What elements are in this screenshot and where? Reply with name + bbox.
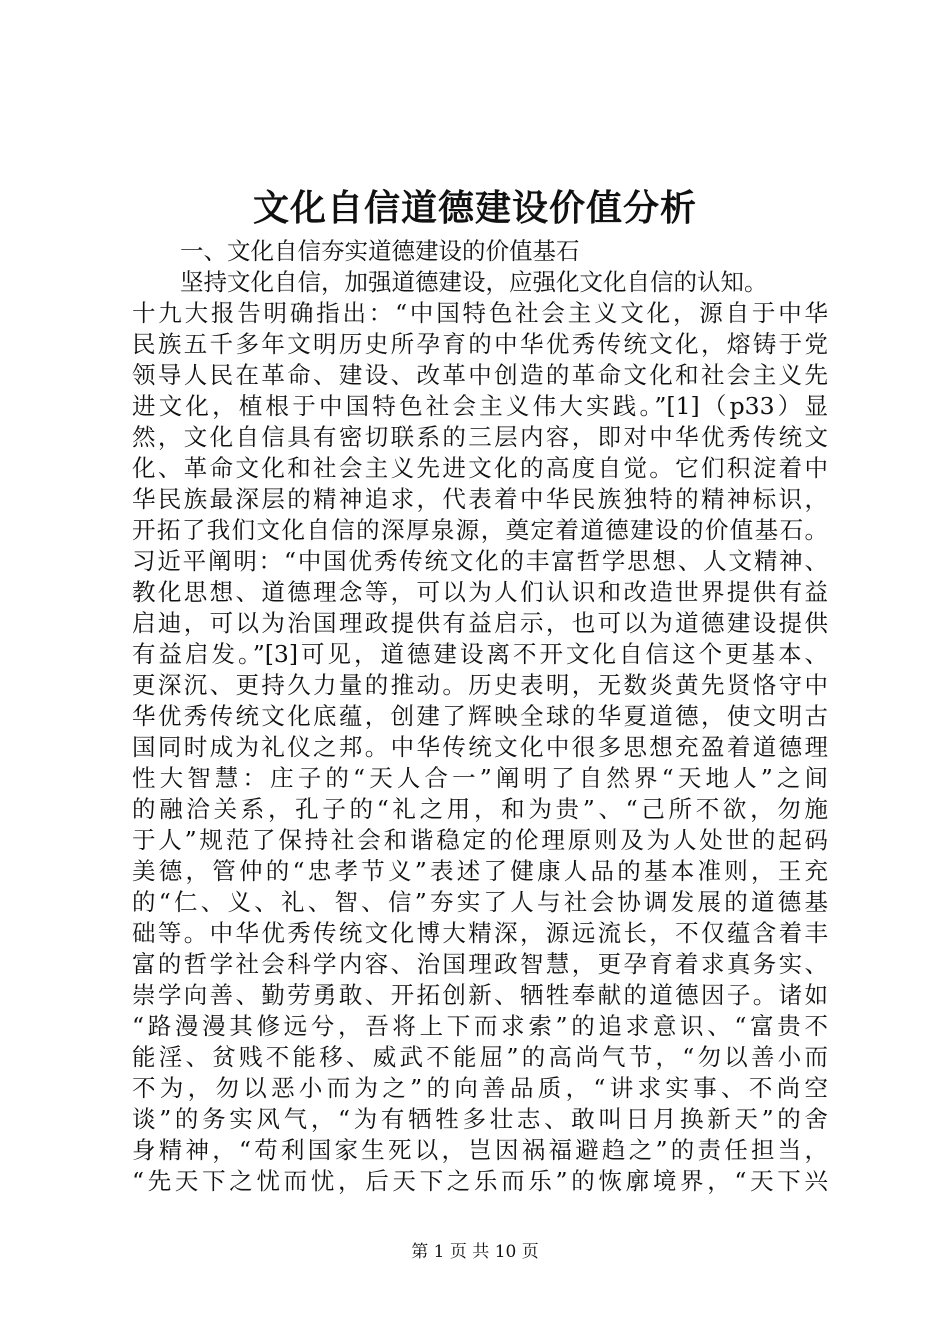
paragraph-line: 启迪，可以为治国理政提供有益启示，也可以为道德建设提供 [132, 609, 828, 637]
paragraph-line: 化、革命文化和社会主义先进文化的高度自觉。它们积淀着中 [132, 454, 828, 482]
paragraph-line: 进文化，植根于中国特色社会主义伟大实践。”[1]（p33）显 [132, 392, 828, 420]
page-number: 第 1 页 共 10 页 [411, 1242, 539, 1262]
paragraph-line: 美德，管仲的“忠孝节义”表述了健康人品的基本准则，王充 [132, 857, 828, 885]
paragraph-line: 的“仁、义、礼、智、信”夯实了人与社会协调发展的道德基 [132, 888, 828, 916]
paragraph-line: 华优秀传统文化底蕴，创建了辉映全球的华夏道德，使文明古 [132, 702, 828, 730]
paragraph-line: 身精神，“苟利国家生死以，岂因祸福避趋之”的责任担当， [132, 1136, 828, 1164]
paragraph-line: 础等。中华优秀传统文化博大精深，源远流长，不仅蕴含着丰 [132, 919, 828, 947]
paragraph-line: 富的哲学社会科学内容、治国理政智慧，更孕育着求真务实、 [132, 950, 828, 978]
paragraph-line: 领导人民在革命、建设、改革中创造的革命文化和社会主义先 [132, 361, 828, 389]
paragraph-line: 习近平阐明：“中国优秀传统文化的丰富哲学思想、人文精神、 [132, 547, 828, 575]
document-title: 文化自信道德建设价值分析 [252, 187, 697, 229]
paragraph-line: 崇学向善、勤劳勇敢、开拓创新、牺牲奉献的道德因子。诸如 [132, 981, 828, 1009]
paragraph-line: 有益启发。”[3]可见，道德建设离不开文化自信这个更基本、 [132, 640, 828, 668]
paragraph-line: 开拓了我们文化自信的深厚泉源，奠定着道德建设的价值基石。 [132, 516, 828, 544]
paragraph-line: 国同时成为礼仪之邦。中华传统文化中很多思想充盈着道德理 [132, 733, 828, 761]
paragraph-line: 然，文化自信具有密切联系的三层内容，即对中华优秀传统文 [132, 423, 828, 451]
paragraph-line: 十九大报告明确指出：“中国特色社会主义文化，源自于中华 [132, 299, 828, 327]
paragraph-line: 更深沉、更持久力量的推动。历史表明，无数炎黄先贤恪守中 [132, 671, 828, 699]
paragraph-line: 华民族最深层的精神追求，代表着中华民族独特的精神标识， [132, 485, 828, 513]
paragraph-line: 坚持文化自信，加强道德建设，应强化文化自信的认知。 [180, 268, 768, 296]
paragraph-line: 教化思想、道德理念等，可以为人们认识和改造世界提供有益 [132, 578, 828, 606]
paragraph-line: 能淫、贫贱不能移、威武不能屈”的高尚气节，“勿以善小而 [132, 1043, 828, 1071]
paragraph-line: 的融洽关系，孔子的“礼之用，和为贵”、“己所不欲，勿施 [132, 795, 828, 823]
paragraph-line: “路漫漫其修远兮，吾将上下而求索”的追求意识、“富贵不 [132, 1012, 828, 1040]
paragraph-line: 谈”的务实风气，“为有牺牲多壮志、敢叫日月换新天”的舍 [132, 1105, 828, 1133]
document-body [132, 236, 828, 1197]
paragraph-line: 民族五千多年文明历史所孕育的中华优秀传统文化，熔铸于党 [132, 330, 828, 358]
paragraph-line: 不为，勿以恶小而为之”的向善品质，“讲求实事、不尚空 [132, 1074, 828, 1102]
paragraph-line: 性大智慧：庄子的“天人合一”阐明了自然界“天地人”之间 [132, 764, 828, 792]
page-footer [0, 1240, 950, 1264]
paragraph-line: 于人”规范了保持社会和谐稳定的伦理原则及为人处世的起码 [132, 826, 828, 854]
section-heading: 一、文化自信夯实道德建设的价值基石 [180, 237, 580, 265]
paragraph-line: “先天下之忧而忧，后天下之乐而乐”的恢廓境界，“天下兴 [132, 1167, 828, 1195]
